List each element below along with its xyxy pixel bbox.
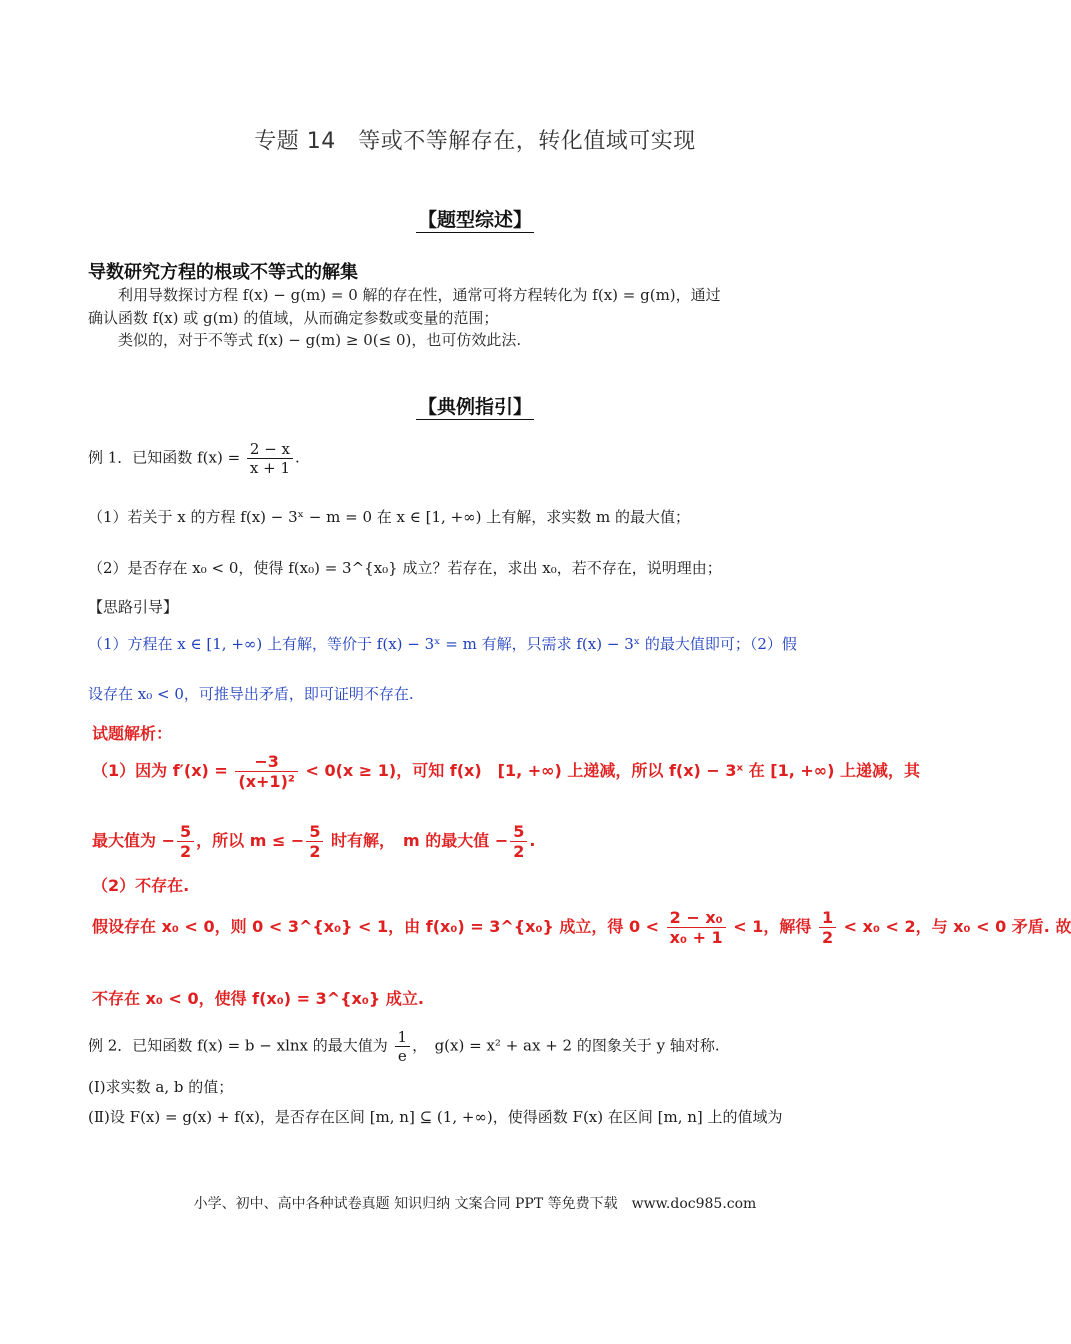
example-2-question-2: (Ⅱ)设 F(x) = g(x) + f(x)，是否存在区间 [m, n] ⊆ (1, +∞)，使得函数 F(x) 在区间 [m, n] 上的值域为: [88, 1108, 783, 1126]
fraction: $\frac{5}{2}$: [510, 822, 527, 861]
intro-line-2: 确认函数 f(x) 或 g(m) 的值域，从而确定参数或变量的范围；: [88, 309, 499, 327]
example-2-statement: 例 2．已知函数 f(x) = b − xlnx 的最大值为 $\frac{1}{e}$ ， g(x) = x² + ax + 2 的图象关于 y 轴对称.: [88, 1028, 720, 1065]
example-1-question-2: （2）是否存在 x₀ < 0，使得 f(x₀) = 3^{x₀} 成立？若存在，求出 x₀，若不存在，说明理由；: [88, 559, 722, 577]
solution-label: 试题解析：: [92, 724, 173, 743]
example-1-question-1: （1）若关于 x 的方程 f(x) − 3ˣ − m = 0 在 x ∈ [1, +∞) 上有解，求实数 m 的最大值；: [88, 508, 691, 526]
fraction: $\frac{-3}{\text{(x+1)²}}$: [235, 752, 298, 791]
fraction: $\frac{1}{2}$: [819, 908, 836, 947]
section-heading-examples: 【典例指引】: [417, 396, 532, 418]
hint-line-2: 设存在 x₀ < 0，可推导出矛盾，即可证明不存在.: [88, 685, 414, 703]
solution-line-2: 最大值为 − $\frac{5}{2}$ ，所以 m ≤ − $\frac{5}{2}$ 时有解， m 的最大值 − $\frac{5}{2}$ .: [92, 822, 536, 862]
hint-line-1: （1）方程在 x ∈ [1, +∞) 上有解，等价于 f(x) − 3ˣ = m 有解，只需求 f(x) − 3ˣ 的最大值即可；（2）假: [88, 635, 797, 653]
section-heading-overview: 【题型综述】: [417, 209, 532, 231]
document-title: 专题 14 等或不等解存在，转化值域可实现: [254, 129, 696, 154]
subheading: 导数研究方程的根或不等式的解集: [88, 262, 358, 283]
fraction: $\frac{5}{2}$: [306, 822, 323, 861]
example-2-question-1: (Ⅰ)求实数 a, b 的值；: [88, 1078, 234, 1096]
fraction: $\frac{1}{e}$: [395, 1028, 411, 1065]
intro-line-1: 利用导数探讨方程 f(x) − g(m) = 0 解的存在性，通常可将方程转化为 f(x) = g(m)，通过: [88, 286, 721, 304]
example-1-statement: 例 1．已知函数 f(x) = $\frac{2 - x}{x + 1}$ .: [88, 440, 300, 477]
solution-line-3: （2）不存在.: [92, 876, 190, 895]
solution-line-5: 不存在 x₀ < 0，使得 f(x₀) = 3^{x₀} 成立.: [92, 989, 424, 1008]
page-footer: 小学、初中、高中各种试卷真题 知识归纳 文案合同 PPT 等免费下载 www.doc985.com: [193, 1196, 757, 1212]
intro-line-3: 类似的，对于不等式 f(x) − g(m) ≥ 0(≤ 0)，也可仿效此法.: [88, 331, 522, 349]
fraction: $\frac{5}{2}$: [177, 822, 194, 861]
fraction: $\frac{2 - x}{x + 1}$: [247, 440, 293, 477]
solution-line-1: （1）因为 f′(x) = $\frac{-3}{\text{(x+1)²}}$ < 0(x ≥ 1)，可知 f(x) [1, +∞) 上递减，所以 f(x) − 3ˣ 在 [1, +∞) 上递减，其: [92, 752, 920, 792]
solution-line-4: 假设存在 x₀ < 0，则 0 < 3^{x₀} < 1，由 f(x₀) = 3^{x₀} 成立，得 0 < $\frac{\text{2 − x₀}}{\text{x₀ + 1}}$ < 1，解得 $\frac{1}{2}$ < x₀ < 2，与 x₀ < 0 矛盾. 故: [92, 908, 1071, 948]
hint-label: 【思路引导】: [88, 598, 179, 616]
fraction: $\frac{\text{2 − x₀}}{\text{x₀ + 1}}$: [667, 908, 726, 947]
